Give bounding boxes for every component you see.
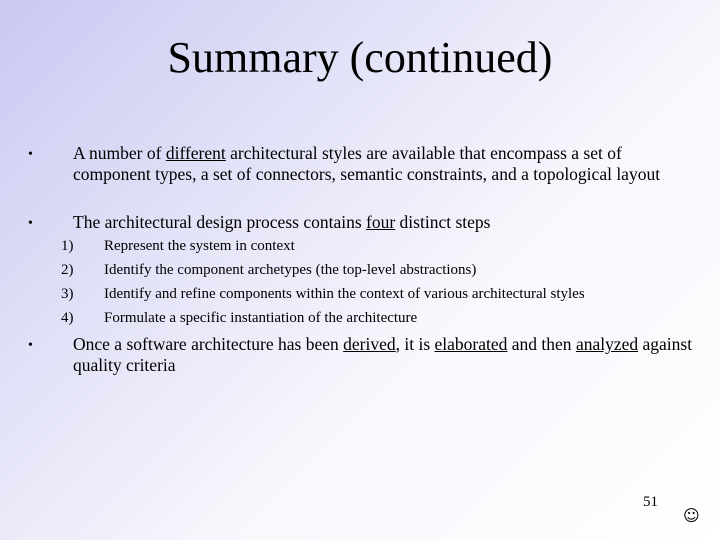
- bullet-3-underlined: elaborated: [434, 334, 508, 354]
- step-text: Formulate a specific instantiation of the architecture: [104, 310, 418, 326]
- bullet-2-underlined: four: [366, 212, 396, 232]
- bullet-2-part: The architectural design process contains: [73, 212, 367, 232]
- bullet-1-part: A number of: [73, 143, 166, 163]
- bullet-2-part: distinct steps: [395, 212, 491, 232]
- step-text: Represent the system in context: [104, 238, 295, 254]
- bullet-3-underlined: analyzed: [575, 334, 639, 354]
- bullet-marker: •: [28, 147, 33, 162]
- bullet-1-underlined: different: [165, 143, 226, 163]
- step-number: 2): [61, 262, 74, 278]
- step-text: Identify the component archetypes (the top-level abstractions): [104, 262, 477, 278]
- bullet-3-part: Once a software architecture has been: [73, 334, 344, 354]
- bullet-marker: •: [28, 216, 33, 231]
- bullet-1-part: architectural styles are available that encompass a set of component types, a set of connectors, semantic constraints, and a topological layout: [73, 143, 661, 184]
- step-text: Identify and refine components within the context of various architectural styles: [104, 286, 585, 302]
- step-number: 4): [61, 310, 74, 326]
- page-number: 51: [643, 494, 658, 510]
- bullet-3-text: [73, 334, 693, 376]
- step-number: 3): [61, 286, 74, 302]
- bullet-1-text: [73, 143, 693, 185]
- step-number: 1): [61, 238, 74, 254]
- slide-title: Summary (continued): [167, 33, 553, 82]
- bullet-3-part: and then: [507, 334, 576, 354]
- bullet-3-part: , it is: [395, 334, 435, 354]
- bullet-2-text: [73, 212, 693, 233]
- bullet-3-part: against quality criteria: [73, 334, 693, 375]
- bullet-marker: •: [28, 338, 33, 353]
- bullet-3-underlined: derived: [343, 334, 396, 354]
- smiley-icon: ☺: [683, 506, 700, 525]
